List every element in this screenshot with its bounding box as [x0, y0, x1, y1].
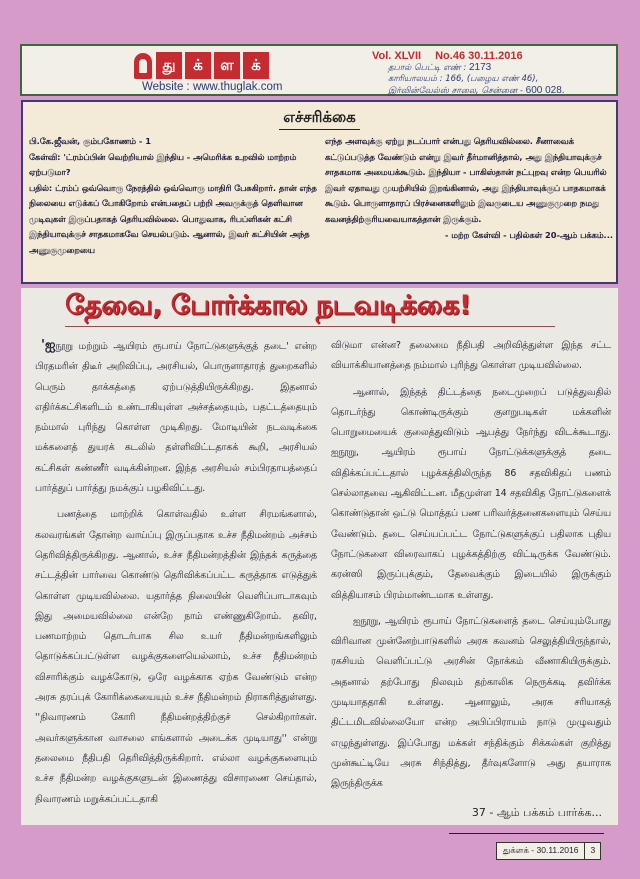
article-paragraph: 'ஐநூறு மற்றும் ஆயிரம் ரூபாய் நோட்டுகளுக்குத் தடை' என்ற பிரதமரின் திடீர் அறிவிப்பு, அரசியல், பொருளாதாரத் துறைகளில் பெரும் தாக்கத்தை ஏற்படுத்தியிருக்கிறது. இதனால் எதிர்க்கட்சிகளிடம் உண்டாகியுள்ள அச்சத்தையும், பதட்டத்தையும் நம்மால் புரிந்து கொள்ள முடிகிறது. மோடியின் நடவடிக்கை மக்களைத் துயரக் கடலில் தள்ளிவிட்டதாகக் கூறி, அரசியல் கட்சிகள் கண்ணீர் வடிக்கின்றன. இந்த அரசியல் சம்பிரதாயத்தைப் பார்த்துப் பார்த்து நமக்குப் பழகிவிட்டது.	[35, 338, 317, 495]
warning-qa-box	[21, 100, 618, 284]
article-paragraph: ஐநூறு, ஆயிரம் ரூபாய் நோட்டுகளைத் தடை செய்யும்போது விரிவான முன்னேற்பாடுகளில் அரசு கவனம் செலுத்தியிருந்தால், ரகசியம் வெளிப்பட்டு அரசின் நோக்கம் வீணாகியிருக்கும். அதனால் தற்போது நிலவும் தற்காலிக நெருக்கடி தவிர்க்க முடியாததாகி உள்ளது. ஆனாலும், அரசு சரியாகத் திட்டமிடவில்லையோ என்ற அபிப்பிராயம் நாடு முழுவதும் எழுந்துள்ளது. இப்போது மக்கள் சந்திக்கும் சிக்கல்கள் குறித்து முன்கூட்டியே அரசு சிந்தித்து, தீர்வுகளோடு அது தயாராக இருந்திருக்க	[331, 615, 611, 790]
article-paragraph: பணத்தை மாற்றிக் கொள்வதில் உள்ள சிரமங்களால், கலவரங்கள் தோன்ற வாய்ப்பு இருப்பதாக உச்ச நீதிமன்றம் அச்சம் தெரிவித்திருக்கிறது. ஆனால், உச்ச நீதிமன்றத்தின் இந்தக் கருத்தை சட்டத்தின் பார்வை கொண்டு தெரிவிக்கப்பட்ட கருத்தாக எடுத்துக் கொள்ள முடியவில்லை. யதார்த்த நிலையின் வெளிப்பாடாகவும் இது அமையவில்லை என்றே நாம் எண்ணுகிறோம். தவிர, பணமாற்றம் தொடர்பாக சில உயர் நீதிமன்றங்களிலும் தொடுக்கப்பட்டுள்ள வழக்குகளையெல்லாம், உச்ச நீதிமன்றம் விசாரிக்கும் வழக்கோடு, ஒரே வழக்காக ஏற்க வேண்டும் என்ற அரசு தரப்புக் கோரிக்கையையும் உச்ச நீதிமன்றம் நிராகரித்துள்ளது. ''நிவாரணம் கோரி நீதிமன்றத்திற்குச் செல்கிறார்கள். அவர்களுக்கான வாசலை எங்களால் அடைக்க முடியாது'' என்று தலைமை நீதிபதி தெரிவித்திருக்கிறார். எல்லா வழக்குகளையும் உச்ச நீதிமன்ற வழக்குகளுடன் இணைத்து விசாரணை செய்தால், நிவாரணம் மறுக்கப்பட்டதாகி	[35, 509, 317, 805]
qa-author: பி.கே.ஜீவன், கும்பகோணம் - 1	[29, 136, 151, 146]
continued-on-page[interactable]: 37 - ஆம் பக்கம் பார்க்க...	[471, 806, 602, 819]
volume: Vol. XLVII	[372, 50, 422, 62]
qa-right-column	[325, 134, 613, 244]
article-column-left	[35, 336, 317, 816]
article-headline: தேவை, போர்க்கால நடவடிக்கை!	[65, 290, 471, 321]
qa-answer-part2: எந்த அளவுக்கு ஏற்று நடப்பார் என்பது தெரியவில்லை. சீனாவைக் கட்டுப்படுத்த வேண்டும் என்று இவர் தீர்மானித்தால், அது இந்தியாவுக்குச் சாதகமாக அமையக்கூடும். இந்தியா - பாகிஸ்தான் நட்புறவு என்ற பெயரில் இவர் ஏதாவது முயற்சியில் இறங்கினால், அது இந்தியாவுக்குப் பாதகமாகக் கூடும். பொருளாதாரப் பிரச்னைகளிலும் இவருடைய அணுகுமுறை நமது கவனத்திற்குரியவையாகத்தான் இருக்கும்.	[325, 136, 607, 224]
office-address: காரியாலயம் : 166, (பழைய எண் 46),	[388, 74, 539, 84]
logo	[114, 50, 334, 96]
website	[142, 81, 282, 93]
logo-letter: து	[156, 52, 182, 79]
article-paragraph: ஆனால், இந்தத் திட்டத்தை நடைமுறைப் படுத்துவதில் தொடர்ந்து கொண்டிருக்கும் குளறுபடிகள் மக்களின் பொறுமையைக் குலைத்துவிடும் ஆபத்து நேர்ந்து விடக்கூடாது. ஐநூறு, ஆயிரம் ரூபாய் நோட்டுக்களுக்குத் தடை விதிக்கப்பட்டதால் புழக்கத்திலிருந்த 86 சதவிகிதப் பணம் செல்லாதவை ஆகிவிட்டன. மீதமுள்ள 14 சதவிகித நோட்டுகளைக் கொண்டுதான் ஒட்டு மொத்தப் பண பரிவர்த்தனைகளையும் செய்ய வேண்டும். தடை செய்யப்பட்ட நோட்டுகளுக்குப் பதிலாக புதிய நோட்டுகளை விரைவாகப் புழக்கத்திற்கு விட்டிருக்க வேண்டும். கரன்ஸி இருப்புக்கும், தேவைக்கும் இடையில் இருக்கும் வித்தியாசம் பிரம்மாண்டமாக உள்ளது.	[331, 386, 611, 601]
logo-letter: ள	[214, 52, 240, 79]
page-number: 3	[590, 845, 596, 855]
logo-letter: க்	[185, 52, 211, 79]
page-footer	[496, 842, 601, 860]
article-paragraph: விடுமா என்ன? தலைமை நீதிபதி அறிவித்துள்ள இந்த சட்ட வியாக்கியானத்தை நம்மால் புரிந்து கொள்ள முடியவில்லை.	[331, 340, 611, 372]
qa-question: கேள்வி: 'ட்ரம்ப்பின் வெற்றியால் இந்திய - அமெரிக்க உறவில் மாற்றம் ஏற்படுமா?	[29, 151, 297, 177]
warning-title: எச்சரிக்கை	[23, 108, 616, 128]
issue-info	[372, 50, 612, 97]
headline-divider	[65, 326, 555, 327]
article-column-right	[331, 336, 611, 801]
street-address: இர்வின்வேல்ஸ் சாலை, சென்னை - 600 028.	[388, 85, 565, 96]
masthead	[20, 44, 618, 96]
deity-emblem-icon	[134, 53, 152, 79]
website-label: Website :	[142, 81, 190, 93]
continue-divider	[449, 833, 604, 834]
qa-left-column	[29, 134, 319, 258]
dropcap: 'ஐ	[41, 338, 56, 353]
editorial-article	[21, 288, 618, 825]
volume-line	[372, 50, 612, 62]
footer-magazine-date: துக்ளக் - 30.11.2016	[497, 843, 585, 859]
issue-number-date: No.46 30.11.2016	[435, 50, 523, 62]
website-url[interactable]: www.thuglak.com	[192, 81, 283, 93]
logo-letter: க்	[243, 52, 269, 79]
logo-wordmark	[156, 52, 269, 79]
po-box: தபால் பெட்டி எண் : 2173	[388, 62, 492, 73]
qa-answer-part1: பதில்: ட்ரம்ப் ஒவ்வொரு நேரத்தில் ஒவ்வொரு மாதிரி பேசுகிறார். தான் எந்த நிலையை எடுக்கப் போகிறோம் என்பதைப் பற்றி அவருக்குத் தெளிவான முடிவுகள் இருப்பதாகத் தெரியவில்லை. பொதுவாக, ரிபப்ளிகன் கட்சி இந்தியாவுக்குச் சாதகமாகவே செயல்படும். ஆனால், இவர் கட்சியின் அந்த அணுகுமுறையை	[29, 182, 317, 255]
more-qa-link[interactable]: - மற்ற கேள்வி - பதில்கள் 20-ஆம் பக்கம்...	[444, 230, 613, 240]
